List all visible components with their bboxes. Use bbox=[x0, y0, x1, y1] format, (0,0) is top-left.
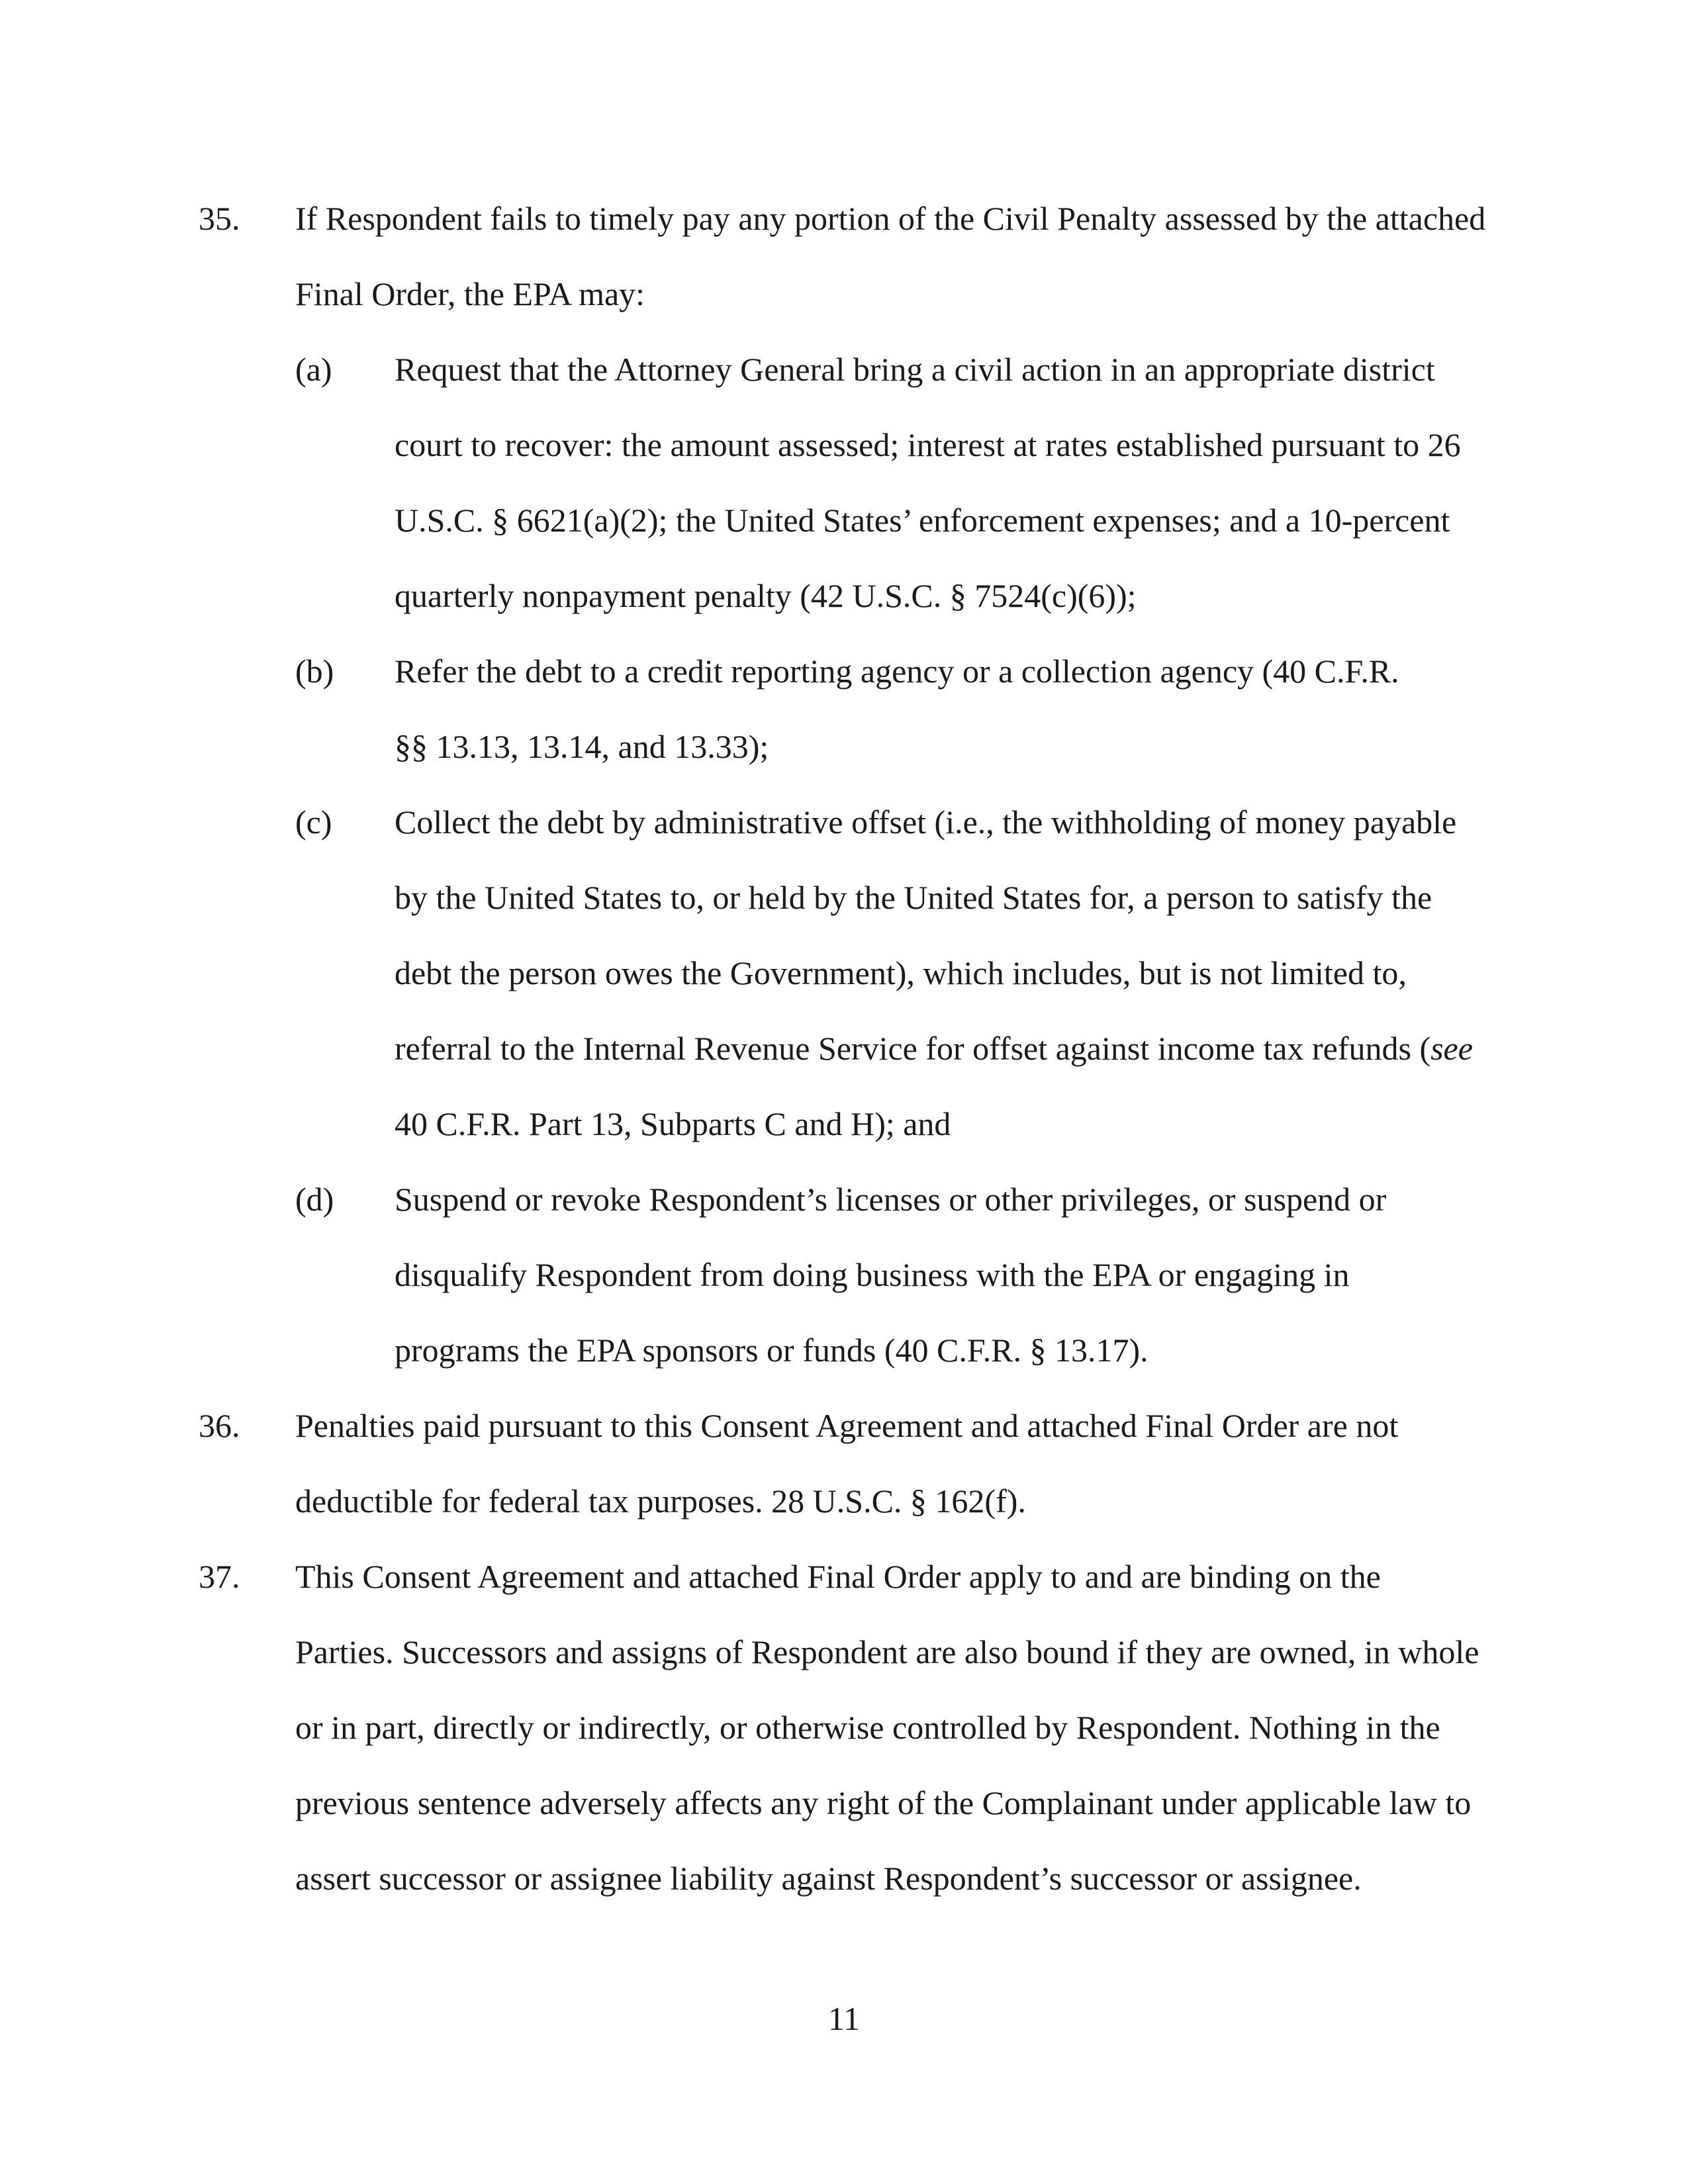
paragraph-37-line: previous sentence adversely affects any right of the Complainant under applicable law to bbox=[295, 1784, 1472, 1821]
paragraph-36-line: deductible for federal tax purposes. 28 U.S.C. § 162(f). bbox=[295, 1482, 1026, 1520]
paragraph-number-37: 37. bbox=[199, 1558, 240, 1595]
item-d-line: disqualify Respondent from doing business with the EPA or engaging in bbox=[395, 1256, 1350, 1293]
paragraph-36-line: Penalties paid pursuant to this Consent Agreement and attached Final Order are not bbox=[295, 1407, 1399, 1444]
item-b-line: Refer the debt to a credit reporting agency or a collection agency (40 C.F.R. bbox=[395, 653, 1399, 690]
paragraph-37-line: This Consent Agreement and attached Final Order apply to and are binding on the bbox=[295, 1558, 1381, 1595]
item-label-c: (c) bbox=[295, 803, 332, 841]
paragraph-number-35: 35. bbox=[199, 200, 240, 237]
paragraph-35-line: Final Order, the EPA may: bbox=[295, 275, 645, 312]
item-c-line: by the United States to, or held by the United States for, a person to satisfy the bbox=[395, 879, 1432, 916]
page-number: 11 bbox=[827, 2000, 861, 2037]
paragraph-35-line: If Respondent fails to timely pay any portion of the Civil Penalty assessed by the attached bbox=[295, 200, 1486, 237]
item-label-d: (d) bbox=[295, 1181, 334, 1218]
item-d-line: programs the EPA sponsors or funds (40 C.F.R. § 13.17). bbox=[395, 1332, 1149, 1369]
item-label-a: (a) bbox=[295, 351, 332, 388]
item-c-line-text: referral to the Internal Revenue Service for offset against income tax refunds ( bbox=[395, 1030, 1431, 1067]
paragraph-37-line: assert successor or assignee liability against Respondent’s successor or assignee. bbox=[295, 1860, 1362, 1897]
italic-signal-see: see bbox=[1430, 1030, 1473, 1067]
item-a-line: Request that the Attorney General bring a civil action in an appropriate district bbox=[395, 351, 1435, 388]
paragraph-37-line: or in part, directly or indirectly, or otherwise controlled by Respondent. Nothing in the bbox=[295, 1709, 1440, 1746]
item-b-line: §§ 13.13, 13.14, and 13.33); bbox=[395, 728, 769, 765]
item-label-b: (b) bbox=[295, 653, 334, 690]
paragraph-37-line: Parties. Successors and assigns of Respondent are also bound if they are owned, in whole bbox=[295, 1633, 1479, 1670]
item-a-line: U.S.C. § 6621(a)(2); the United States’ enforcement expenses; and a 10-percent bbox=[395, 502, 1450, 539]
item-c-line: 40 C.F.R. Part 13, Subparts C and H); and bbox=[395, 1105, 951, 1142]
item-c-line: debt the person owes the Government), which includes, but is not limited to, bbox=[395, 954, 1407, 991]
item-a-line: court to recover: the amount assessed; interest at rates established pursuant to 26 bbox=[395, 426, 1461, 463]
item-a-line: quarterly nonpayment penalty (42 U.S.C. § 7524(c)(6)); bbox=[395, 577, 1137, 614]
item-d-line: Suspend or revoke Respondent’s licenses or other privileges, or suspend or bbox=[395, 1181, 1387, 1218]
paragraph-number-36: 36. bbox=[199, 1407, 240, 1444]
item-c-line: Collect the debt by administrative offset (i.e., the withholding of money payable bbox=[395, 803, 1457, 841]
item-c-line-with-italic bbox=[395, 1028, 1473, 1068]
